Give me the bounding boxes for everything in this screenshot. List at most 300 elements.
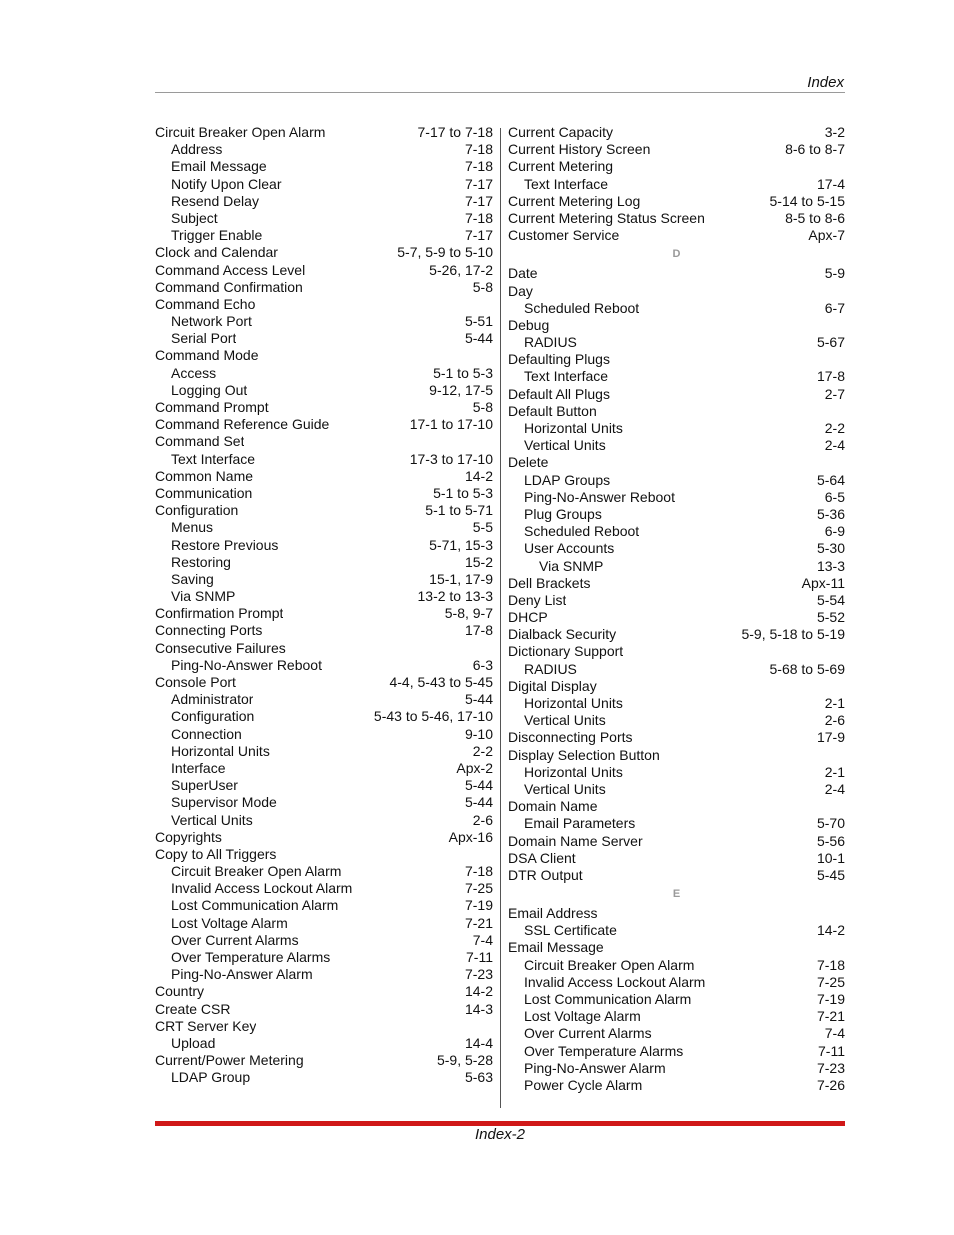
index-term: Lost Voltage Alarm (524, 1008, 641, 1025)
index-entry (508, 1008, 845, 1025)
index-entry (155, 983, 493, 1000)
index-term: Over Current Alarms (171, 931, 299, 948)
index-entry (508, 957, 845, 974)
index-entry (155, 210, 493, 227)
index-term: Connecting Ports (155, 622, 263, 639)
index-term: Command Echo (155, 295, 256, 312)
index-entry (508, 815, 845, 832)
index-entry (155, 124, 493, 141)
index-entry (155, 622, 493, 639)
index-term: Digital Display (508, 677, 597, 694)
index-entry (508, 540, 845, 557)
index-entry (508, 454, 845, 471)
index-term: DHCP (508, 609, 548, 626)
index-term: SuperUser (171, 777, 238, 794)
index-page-ref: 13-2 to 13-3 (417, 588, 493, 605)
section-letter: E (672, 888, 681, 901)
index-entry (155, 262, 493, 279)
index-entry (155, 777, 493, 794)
index-page-ref: 7-17 (464, 192, 493, 209)
index-page-ref (839, 158, 845, 175)
index-term: DSA Client (508, 849, 576, 866)
index-page-ref: 6-7 (824, 299, 845, 316)
index-term: Command Set (155, 433, 245, 450)
index-term: Consecutive Failures (155, 639, 286, 656)
index-term: Deny List (508, 591, 567, 608)
index-page-ref (487, 433, 493, 450)
index-page-ref: 2-6 (472, 811, 493, 828)
index-entry (155, 674, 493, 691)
index-term: Command Reference Guide (155, 416, 330, 433)
index-term: Lost Voltage Alarm (171, 914, 288, 931)
index-entry (155, 519, 493, 536)
index-column-left (155, 124, 493, 1087)
index-term: Via SNMP (539, 557, 604, 574)
index-term: Scheduled Reboot (524, 299, 640, 316)
index-entry (155, 416, 493, 433)
index-term: Connection (171, 725, 242, 742)
index-page-ref: 13-3 (816, 557, 845, 574)
index-page-ref: 5-8 (472, 278, 493, 295)
index-page-ref: 5-8 (472, 399, 493, 415)
index-term: Vertical Units (524, 437, 606, 454)
index-entry (508, 712, 845, 729)
index-page-ref: 7-17 to 7-18 (417, 124, 493, 140)
index-page-ref: 5-26, 17-2 (429, 261, 493, 278)
index-entry (508, 1025, 845, 1042)
index-term: Serial Port (171, 330, 237, 347)
index-term: Email Address (508, 905, 598, 922)
index-entry (155, 846, 493, 863)
index-entry (155, 1069, 493, 1086)
index-entry (508, 506, 845, 523)
index-entry (155, 571, 493, 588)
index-page-ref (839, 283, 845, 300)
index-entry (508, 781, 845, 798)
index-page-ref: 14-2 (464, 467, 493, 484)
index-entry (155, 537, 493, 554)
index-page-ref: 5-67 (816, 334, 845, 351)
index-term: Configuration (155, 502, 239, 519)
index-entry (508, 764, 845, 781)
index-term: Command Confirmation (155, 278, 303, 295)
index-entry (508, 626, 845, 643)
header-divider (155, 92, 845, 93)
index-entry (508, 210, 845, 227)
index-entry (155, 1018, 493, 1035)
index-page-ref: 5-56 (816, 832, 845, 849)
index-page-ref: Apx-16 (448, 828, 493, 845)
index-entry (155, 1035, 493, 1052)
index-entry (508, 974, 845, 991)
index-entry (155, 1001, 493, 1018)
index-page-ref: 5-7, 5-9 to 5-10 (397, 244, 493, 261)
index-term: Vertical Units (171, 811, 253, 828)
index-term: Common Name (155, 467, 254, 484)
index-term: Copyrights (155, 828, 222, 845)
index-entry (155, 141, 493, 158)
index-entry (155, 158, 493, 175)
index-page-ref: 14-2 (464, 983, 493, 1000)
index-entry (155, 691, 493, 708)
index-page-ref: 6-3 (472, 656, 493, 673)
index-page-ref (487, 296, 493, 313)
index-term: Email Message (171, 158, 267, 175)
index-entry (508, 850, 845, 867)
index-page-ref: 5-9, 5-28 (436, 1052, 493, 1069)
index-term: Lost Communication Alarm (171, 897, 339, 914)
index-page-ref: 7-18 (464, 141, 493, 158)
index-entry (508, 368, 845, 385)
index-entry (155, 640, 493, 657)
index-entry (508, 1077, 845, 1094)
index-entry (155, 588, 493, 605)
index-page-ref: 5-1 to 5-3 (433, 364, 493, 381)
index-entry (508, 193, 845, 210)
index-term: Current Metering Log (508, 192, 641, 209)
index-page-ref: 7-4 (824, 1025, 845, 1042)
index-page-ref (487, 1018, 493, 1035)
index-entry (155, 897, 493, 914)
index-entry (508, 833, 845, 850)
index-entry (155, 1052, 493, 1069)
index-page-ref (839, 403, 845, 420)
index-term: Command Mode (155, 347, 259, 364)
page-number: Index-2 (474, 1126, 526, 1143)
index-term: Trigger Enable (171, 227, 263, 244)
index-page-ref: 5-71, 15-3 (429, 536, 493, 553)
index-page-ref: Apx-7 (808, 227, 845, 244)
index-term: Copy to All Triggers (155, 845, 277, 862)
index-page-ref: 14-4 (464, 1034, 493, 1051)
index-entry (155, 605, 493, 622)
index-page-ref: 2-6 (824, 712, 845, 729)
index-entry (508, 729, 845, 746)
index-entry (508, 523, 845, 540)
index-page-ref: 5-44 (464, 794, 493, 811)
index-term: Text Interface (171, 450, 256, 467)
index-page-ref: 7-21 (816, 1008, 845, 1025)
index-page-ref: 7-18 (464, 209, 493, 226)
index-page-ref: 2-1 (824, 763, 845, 780)
index-entry (155, 829, 493, 846)
index-page-ref: 2-2 (472, 742, 493, 759)
index-entry (508, 798, 845, 815)
index-entry (508, 317, 845, 334)
index-term: Dell Brackets (508, 574, 591, 591)
index-term: Communication (155, 484, 253, 501)
index-entry (155, 313, 493, 330)
index-entry (155, 365, 493, 382)
index-term: Current Metering Status Screen (508, 209, 705, 226)
index-page-ref (839, 317, 845, 334)
index-entry (155, 863, 493, 880)
index-entry (508, 1060, 845, 1077)
index-entry (155, 176, 493, 193)
index-term: Country (155, 983, 205, 1000)
index-page-ref: 5-54 (816, 591, 845, 608)
index-term: Resend Delay (171, 192, 259, 209)
index-page-ref: 7-4 (472, 931, 493, 948)
index-page-ref: 17-4 (816, 175, 845, 192)
index-entry (155, 743, 493, 760)
index-page-ref (839, 643, 845, 660)
index-entry (155, 279, 493, 296)
index-page-ref: 3-2 (824, 124, 845, 140)
index-term: Debug (508, 316, 550, 333)
index-page-ref: 6-9 (824, 523, 845, 540)
index-term: Defaulting Plugs (508, 351, 610, 368)
index-term: RADIUS (524, 334, 577, 351)
index-term: Scheduled Reboot (524, 523, 640, 540)
index-page-ref: 8-6 to 8-7 (785, 141, 845, 158)
index-term: Upload (171, 1034, 216, 1051)
index-page-ref (839, 939, 845, 956)
index-entry (155, 760, 493, 777)
index-page-ref: 7-17 (464, 227, 493, 244)
index-entry (508, 661, 845, 678)
index-page-ref: 7-18 (464, 863, 493, 880)
index-page-ref: 14-3 (464, 1000, 493, 1017)
index-term: Configuration (171, 708, 255, 725)
index-page-ref: 7-11 (818, 1042, 845, 1059)
index-page-ref: 5-9, 5-18 to 5-19 (741, 626, 845, 643)
index-term: Interface (171, 759, 226, 776)
index-page-ref (839, 351, 845, 368)
index-entry (155, 794, 493, 811)
index-term: Customer Service (508, 227, 620, 244)
index-page-ref: 5-9 (824, 265, 845, 282)
index-term: Power Cycle Alarm (524, 1076, 643, 1093)
index-term: Via SNMP (171, 588, 236, 605)
index-entry (155, 468, 493, 485)
index-term: RADIUS (524, 660, 577, 677)
index-term: Horizontal Units (524, 695, 623, 711)
index-page-ref: 5-44 (464, 691, 493, 708)
index-entry (508, 609, 845, 626)
index-page-ref: 5-45 (816, 866, 845, 883)
index-entry (508, 905, 845, 922)
index-page-ref (839, 798, 845, 815)
index-term: Subject (171, 209, 218, 226)
index-term: Horizontal Units (171, 742, 270, 759)
index-term: Restoring (171, 553, 231, 570)
index-term: LDAP Groups (524, 471, 611, 488)
index-term: Invalid Access Lockout Alarm (524, 973, 706, 990)
index-page-ref: 5-5 (472, 519, 493, 536)
index-entry (508, 437, 845, 454)
index-entry (508, 922, 845, 939)
index-page-ref: 15-2 (464, 553, 493, 570)
index-term: Clock and Calendar (155, 244, 278, 261)
index-page-ref: 5-68 to 5-69 (769, 660, 845, 677)
index-term: Create CSR (155, 1000, 231, 1017)
index-term: Current Capacity (508, 124, 614, 140)
index-page-ref: 5-52 (816, 609, 845, 626)
index-entry (508, 991, 845, 1008)
index-entry (508, 334, 845, 351)
index-term: Vertical Units (524, 712, 606, 729)
index-entry (508, 300, 845, 317)
index-term: User Accounts (524, 540, 615, 557)
index-page-ref: 17-3 to 17-10 (409, 450, 493, 467)
index-term: Administrator (171, 691, 254, 708)
index-page-ref: 2-2 (824, 420, 845, 436)
index-page-ref: 10-1 (816, 849, 845, 866)
index-entry (508, 1043, 845, 1060)
index-column-right (508, 124, 845, 1094)
index-page-ref: 5-8, 9-7 (444, 605, 493, 622)
index-page-ref (839, 905, 845, 922)
index-page-ref: 5-44 (464, 330, 493, 347)
index-page-ref: 5-51 (464, 313, 493, 330)
index-page-ref: 7-25 (816, 973, 845, 990)
index-term: Command Prompt (155, 399, 269, 415)
index-term: Domain Name (508, 798, 598, 815)
index-page-ref: 7-18 (464, 158, 493, 175)
index-page-ref: 7-23 (816, 1059, 845, 1076)
index-entry (508, 420, 845, 437)
index-page-ref: 7-18 (816, 956, 845, 973)
index-term: Date (508, 265, 538, 282)
index-entry (508, 592, 845, 609)
index-page-ref: 7-21 (464, 914, 493, 931)
index-term: Confirmation Prompt (155, 605, 284, 622)
index-entry (155, 812, 493, 829)
index-page-ref (487, 640, 493, 657)
index-entry (155, 657, 493, 674)
index-entry (508, 489, 845, 506)
index-term: Over Temperature Alarms (524, 1042, 684, 1059)
index-term: Default Button (508, 402, 597, 419)
index-term: Network Port (171, 313, 252, 330)
index-term: Horizontal Units (524, 763, 623, 780)
index-entry (155, 399, 493, 416)
index-entry (508, 141, 845, 158)
index-page-ref: 5-36 (816, 505, 845, 522)
index-page-ref: 5-14 to 5-15 (769, 192, 845, 209)
index-page-ref: 17-8 (464, 622, 493, 639)
index-page-ref: 9-12, 17-5 (429, 381, 493, 398)
index-term: Current/Power Metering (155, 1052, 304, 1069)
index-term: Current History Screen (508, 141, 651, 158)
section-letter: D (672, 248, 681, 261)
index-page-ref: 2-1 (824, 695, 845, 711)
index-term: Dialback Security (508, 626, 617, 643)
index-entry (508, 386, 845, 403)
index-page-ref (487, 846, 493, 863)
index-page-ref: 5-44 (464, 777, 493, 794)
index-term: Domain Name Server (508, 832, 643, 849)
index-term: Ping-No-Answer Alarm (171, 966, 313, 983)
index-term: Access (171, 364, 217, 381)
index-entry (508, 747, 845, 764)
index-page-ref: 4-4, 5-43 to 5-45 (389, 674, 493, 690)
index-page-ref: 7-17 (464, 175, 493, 192)
index-term: Restore Previous (171, 536, 279, 553)
index-entry (155, 382, 493, 399)
index-page-ref: 7-25 (464, 880, 493, 897)
index-term: Circuit Breaker Open Alarm (155, 124, 326, 140)
index-page-ref: 14-2 (816, 922, 845, 939)
index-term: Current Metering (508, 158, 614, 175)
index-term: Display Selection Button (508, 746, 660, 763)
index-term: Circuit Breaker Open Alarm (524, 956, 695, 973)
index-page-ref (839, 454, 845, 471)
index-page-ref: 2-4 (824, 780, 845, 797)
index-entry (155, 347, 493, 364)
index-page-ref: 9-10 (464, 725, 493, 742)
index-page-ref: 2-7 (824, 385, 845, 402)
index-entry (508, 351, 845, 368)
index-page-ref: Apx-11 (801, 574, 845, 591)
index-entry (155, 932, 493, 949)
index-entry (155, 451, 493, 468)
index-entry (508, 265, 845, 282)
index-entry (155, 708, 493, 725)
index-term: DTR Output (508, 866, 583, 883)
index-entry (155, 966, 493, 983)
index-term: Address (171, 141, 223, 158)
index-page-ref: 5-1 to 5-3 (433, 484, 493, 501)
index-page-ref: 5-30 (816, 540, 845, 557)
index-term: Command Access Level (155, 261, 306, 278)
index-entry (508, 575, 845, 592)
index-term: Circuit Breaker Open Alarm (171, 863, 342, 880)
index-term: SSL Certificate (524, 922, 617, 939)
column-divider (500, 128, 501, 1108)
index-entry (155, 244, 493, 261)
index-page-ref: 17-8 (816, 368, 845, 385)
index-page-ref: 17-1 to 17-10 (409, 416, 493, 433)
index-entry (155, 502, 493, 519)
index-term: Day (508, 282, 533, 299)
index-entry (155, 915, 493, 932)
index-page-ref: 7-23 (464, 966, 493, 983)
index-term: Ping-No-Answer Alarm (524, 1059, 666, 1076)
index-term: Disconnecting Ports (508, 729, 633, 746)
index-term: Plug Groups (524, 505, 602, 522)
index-page-ref: 5-64 (816, 471, 845, 488)
index-entry (508, 678, 845, 695)
index-term: Console Port (155, 674, 236, 690)
index-term: Text Interface (524, 368, 609, 385)
index-term: Delete (508, 454, 549, 471)
index-entry (155, 296, 493, 313)
index-entry (508, 867, 845, 884)
index-term: CRT Server Key (155, 1017, 257, 1034)
index-entry (508, 124, 845, 141)
index-term: Email Parameters (524, 815, 636, 832)
index-entry (155, 485, 493, 502)
index-page-ref (487, 347, 493, 364)
index-page-ref: 15-1, 17-9 (429, 570, 493, 587)
index-page-ref: 5-70 (816, 815, 845, 832)
index-entry (155, 949, 493, 966)
index-term: LDAP Group (171, 1069, 251, 1086)
index-entry (508, 283, 845, 300)
index-page-ref: 7-11 (466, 949, 493, 965)
index-term: Vertical Units (524, 780, 606, 797)
index-term: Ping-No-Answer Reboot (524, 488, 675, 505)
index-term: Over Current Alarms (524, 1025, 652, 1042)
index-entry (508, 939, 845, 956)
index-entry (508, 176, 845, 193)
index-term: Text Interface (524, 175, 609, 192)
index-page-ref: 6-5 (824, 488, 845, 505)
index-entry (155, 193, 493, 210)
index-term: Dictionary Support (508, 643, 624, 660)
